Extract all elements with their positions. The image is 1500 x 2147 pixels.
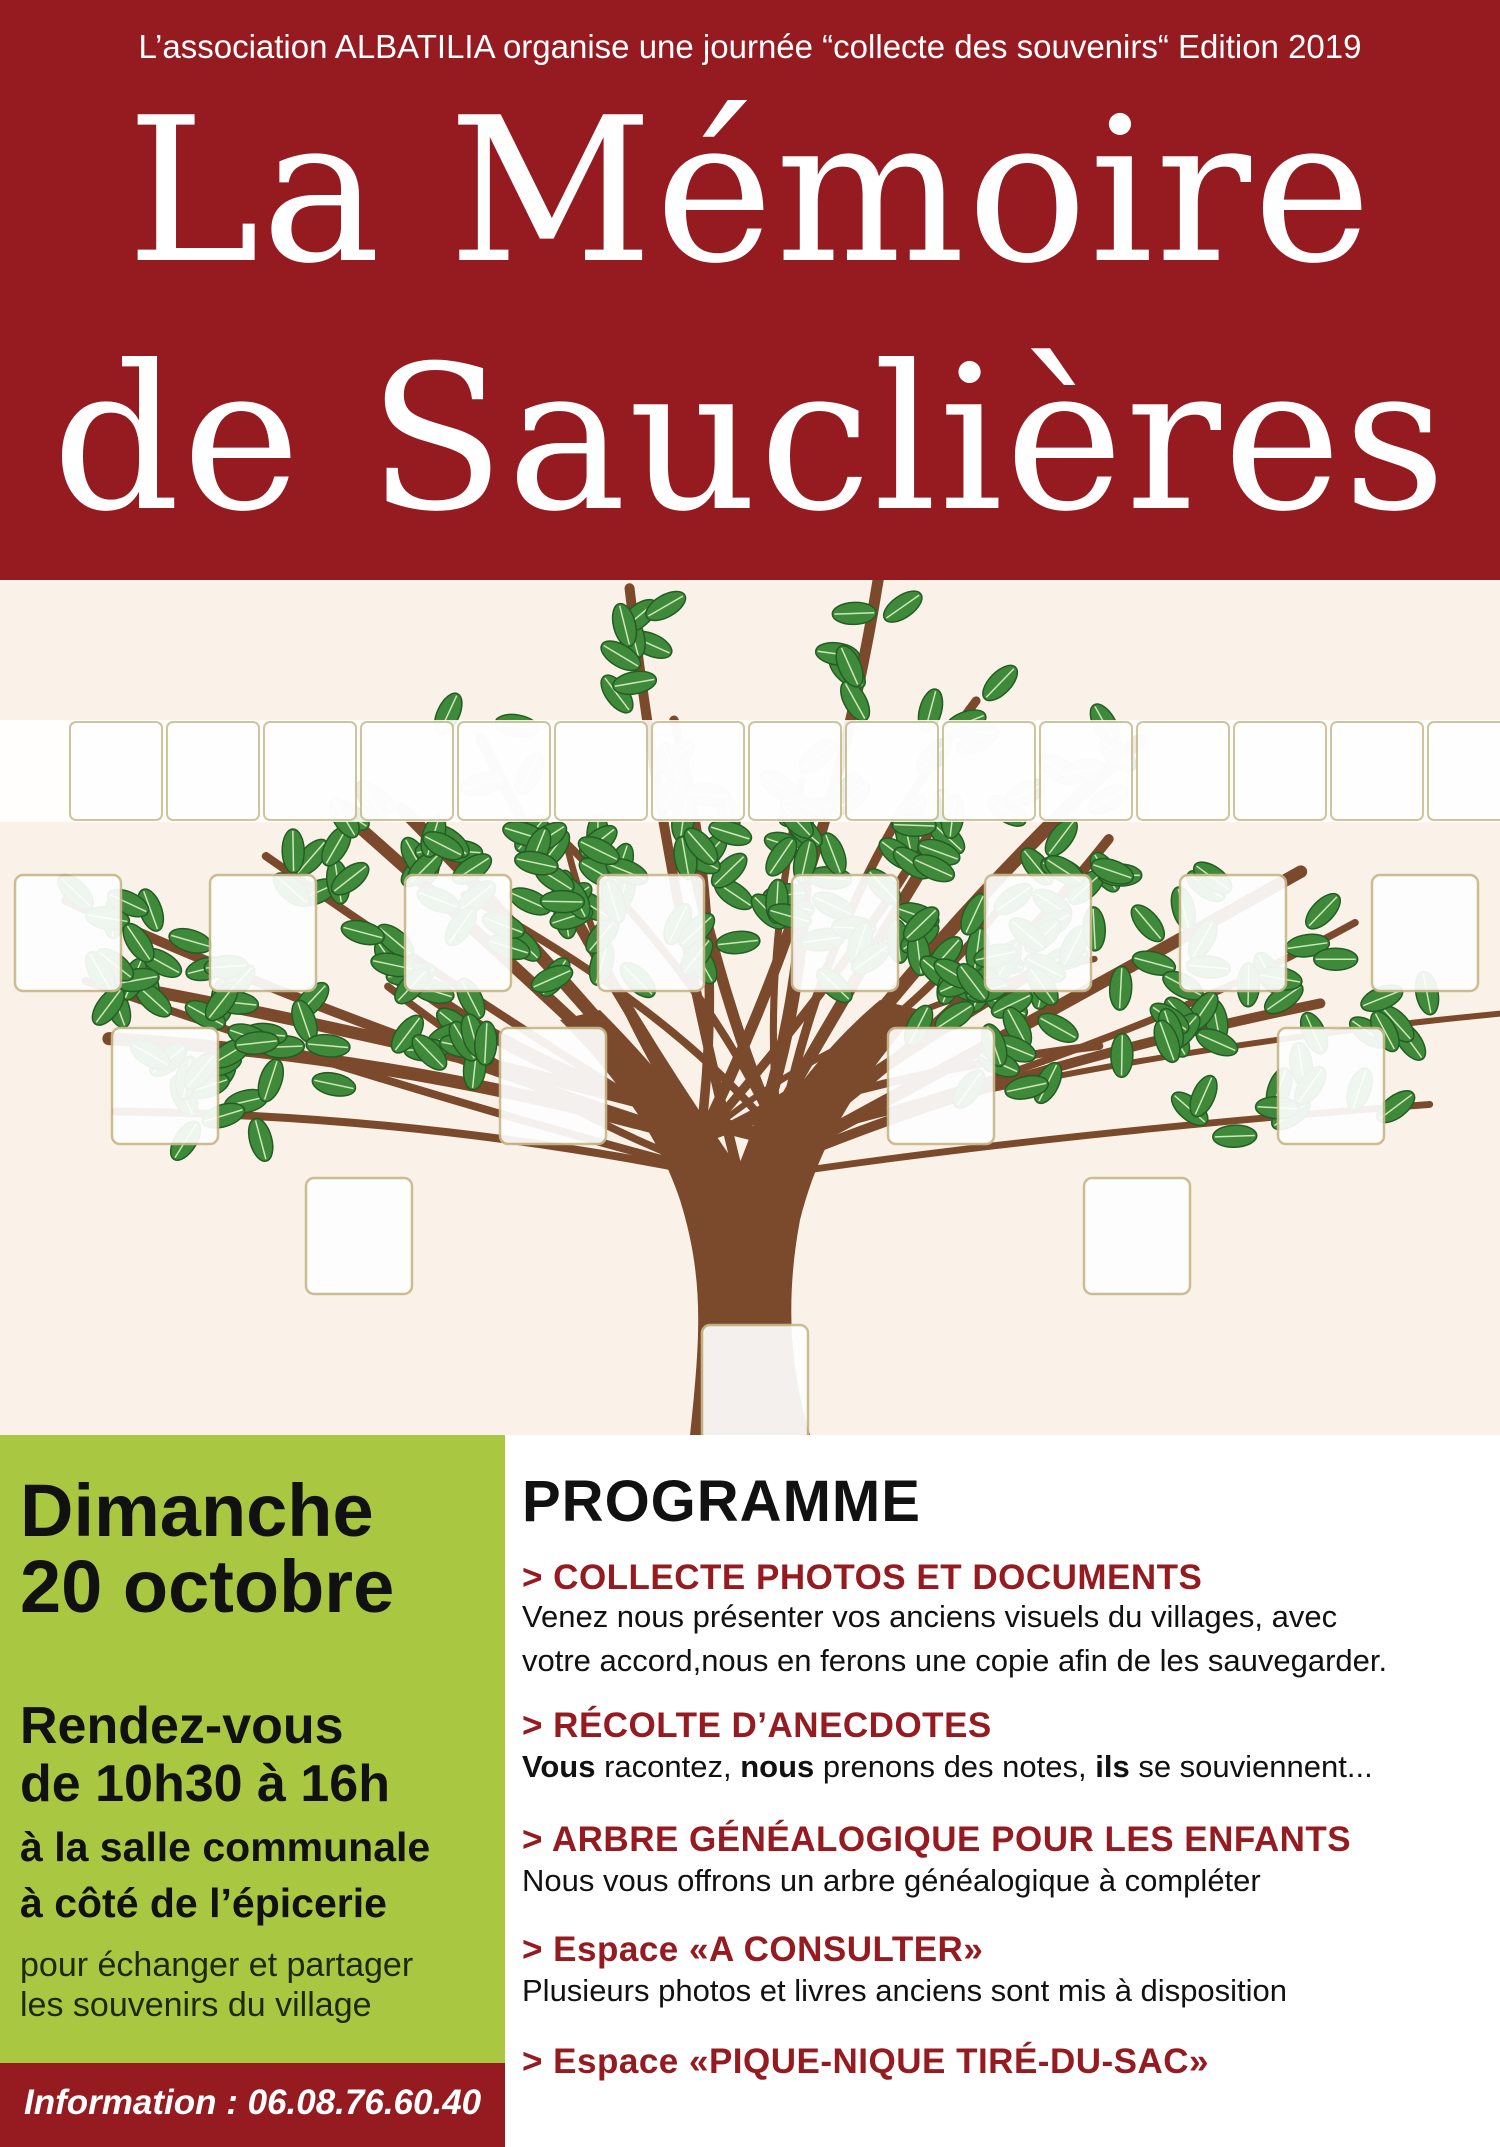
portrait-frame xyxy=(1180,875,1286,991)
portrait-frame xyxy=(1084,1178,1190,1294)
leaf-icon xyxy=(1212,1124,1257,1148)
family-tree-illustration xyxy=(0,580,1500,1435)
leaf-icon xyxy=(282,829,305,873)
portrait-frame xyxy=(112,1028,218,1144)
portrait-frame xyxy=(1278,1028,1384,1144)
event-details-panel xyxy=(0,1435,505,2147)
leaf-icon xyxy=(715,929,761,955)
emphasis-vous: Vous xyxy=(522,1749,596,1784)
portrait-frame xyxy=(1331,722,1423,820)
portrait-frame xyxy=(361,722,453,820)
portrait-frame xyxy=(70,722,162,820)
desc-text: racontez, xyxy=(595,1749,741,1784)
emphasis-nous: nous xyxy=(740,1749,815,1784)
portrait-frame xyxy=(458,722,550,820)
leaf-vein xyxy=(1122,1035,1123,1075)
programme-item-desc xyxy=(522,1746,1373,1788)
event-hours: de 10h30 à 16h xyxy=(20,1755,390,1813)
portrait-frame xyxy=(702,1325,808,1435)
portrait-frame xyxy=(500,1028,606,1144)
event-place-line1: à la salle communale xyxy=(20,1824,431,1870)
programme-item-heading: > RÉCOLTE D’ANECDOTES xyxy=(522,1706,992,1745)
desc-text: se souviennent... xyxy=(1129,1749,1373,1784)
portrait-frame xyxy=(888,1028,994,1144)
leaf-icon xyxy=(1125,899,1170,947)
programme-item-heading: > ARBRE GÉNÉALOGIQUE POUR LES ENFANTS xyxy=(522,1820,1352,1859)
event-date-day: 20 octobre xyxy=(20,1545,395,1628)
portrait-frame xyxy=(1234,722,1326,820)
poster-title-line1: La Mémoire xyxy=(126,75,1374,308)
portrait-frame xyxy=(1428,722,1500,820)
portrait-frame xyxy=(1372,875,1478,991)
event-date-weekday: Dimanche xyxy=(20,1469,374,1552)
leaf-vein xyxy=(542,901,582,902)
leaf-icon xyxy=(310,1069,358,1100)
leaf-icon xyxy=(977,660,1023,707)
programme-item-desc: votre accord,nous en ferons une copie afin de les sauvegarder. xyxy=(522,1643,1388,1678)
leaf-icon xyxy=(244,1116,277,1164)
emphasis-ils: ils xyxy=(1095,1749,1130,1784)
poster-header xyxy=(0,0,1500,580)
portrait-frame xyxy=(210,875,316,991)
portrait-frame xyxy=(15,875,121,991)
portrait-frame xyxy=(167,722,259,820)
poster-title-line2: de Sauclières xyxy=(52,323,1448,556)
event-purpose-line1: pour échanger et partager xyxy=(20,1946,414,1984)
information-phone: Information : 06.08.76.60.40 xyxy=(24,2083,482,2122)
portrait-frame xyxy=(306,1178,412,1294)
leaf-icon xyxy=(878,585,927,628)
leaf-vein xyxy=(293,831,294,871)
organizer-announcement: L’association ALBATILIA organise une journée “collecte des souvenirs“ Edition 2019 xyxy=(138,28,1362,65)
programme-item-desc: Plusieurs photos et livres anciens sont mis à disposition xyxy=(522,1973,1288,2008)
programme-item-heading: > COLLECTE PHOTOS ET DOCUMENTS xyxy=(522,1558,1203,1597)
portrait-frame xyxy=(943,722,1035,820)
portrait-frame xyxy=(555,722,647,820)
leaf-icon xyxy=(540,890,584,913)
event-purpose-line2: les souvenirs du village xyxy=(20,1986,372,2024)
family-tree-icon xyxy=(0,580,1500,1435)
portrait-frame xyxy=(652,722,744,820)
portrait-frame xyxy=(405,875,511,991)
portrait-frame xyxy=(792,875,898,991)
portrait-frame xyxy=(598,875,704,991)
portrait-frame xyxy=(264,722,356,820)
information-bar xyxy=(0,2063,505,2147)
portrait-frame xyxy=(985,875,1091,991)
portrait-frame xyxy=(1137,722,1229,820)
programme-item-desc: Venez nous présenter vos anciens visuels du villages, avec xyxy=(522,1599,1338,1634)
programme-title: PROGRAMME xyxy=(522,1469,921,1534)
event-place-line2: à côté de l’épicerie xyxy=(20,1880,387,1926)
leaf-icon xyxy=(1111,1033,1134,1077)
portrait-frame xyxy=(1040,722,1132,820)
event-rdv-label: Rendez-vous xyxy=(20,1697,344,1755)
desc-text: prenons des notes, xyxy=(814,1749,1096,1784)
programme-item-desc: Nous vous offrons un arbre généalogique à compléter xyxy=(522,1863,1261,1898)
leaf-icon xyxy=(1314,948,1358,970)
programme-item-heading: > Espace «A CONSULTER» xyxy=(522,1930,984,1969)
programme-item-heading: > Espace «PIQUE-NIQUE TIRÉ-DU-SAC» xyxy=(522,2042,1210,2081)
portrait-frame xyxy=(846,722,938,820)
portrait-frame xyxy=(749,722,841,820)
